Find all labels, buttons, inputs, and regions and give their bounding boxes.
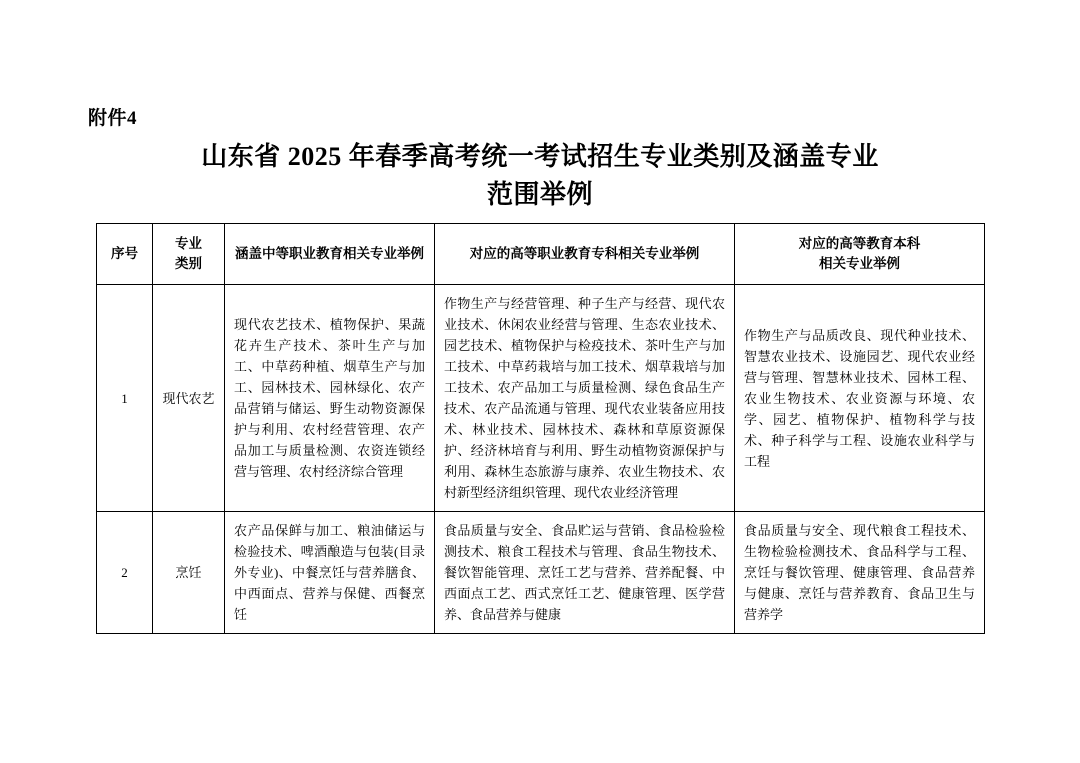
column-header-undergraduate-line-2: 相关专业举例 <box>819 256 900 271</box>
table-row <box>97 512 985 634</box>
row-seq: 2 <box>97 512 153 634</box>
column-header-seq: 序号 <box>97 224 153 285</box>
column-header-vocational: 对应的高等职业教育专科相关专业举例 <box>435 224 735 285</box>
row-vocational-majors: 作物生产与经营管理、种子生产与经营、现代农业技术、休闲农业经营与管理、生态农业技术、园艺技术、植物保护与检疫技术、茶叶生产与加工技术、中草药栽培与加工技术、烟草栽培与加工技术、农产品加工与质量检测、绿色食品生产技术、农产品流通与管理、现代农业装备应用技术、林业技术、园林技术、森林和草原资源保护、经济林培育与利用、野生动植物资源保护与利用、森林生态旅游与康养、农业生物技术、农村新型经济组织管理、现代农业经济管理 <box>435 285 735 512</box>
row-vocational-majors: 食品质量与安全、食品贮运与营销、食品检验检测技术、粮食工程技术与管理、食品生物技术、餐饮智能管理、烹饪工艺与营养、营养配餐、中西面点工艺、西式烹饪工艺、健康管理、医学营养、食品营养与健康 <box>435 512 735 634</box>
row-undergraduate-majors: 作物生产与品质改良、现代种业技术、智慧农业技术、设施园艺、现代农业经营与管理、智慧林业技术、园林工程、农业生物技术、农业资源与环境、农学、园艺、植物保护、植物科学与技术、种子科学与工程、设施农业科学与工程 <box>735 285 985 512</box>
column-header-category <box>153 224 225 285</box>
row-seq: 1 <box>97 285 153 512</box>
attachment-label: 附件4 <box>88 108 138 129</box>
column-header-secondary: 涵盖中等职业教育相关专业举例 <box>225 224 435 285</box>
majors-table <box>96 223 985 634</box>
table-row <box>97 285 985 512</box>
column-header-category-line-2: 类别 <box>175 256 202 271</box>
row-secondary-majors: 农产品保鲜与加工、粮油储运与检验技术、啤酒酿造与包装(目录外专业)、中餐烹饪与营养膳食、中西面点、营养与保健、西餐烹饪 <box>225 512 435 634</box>
column-header-undergraduate-line-1: 对应的高等教育本科 <box>798 236 921 251</box>
page-title-line-2: 范围举例 <box>486 180 593 209</box>
row-category: 现代农艺 <box>153 285 225 512</box>
row-category: 烹饪 <box>153 512 225 634</box>
column-header-category-line-1: 专业 <box>175 236 202 251</box>
page-title-line-1: 山东省 2025 年春季高考统一考试招生专业类别及涵盖专业 <box>201 142 879 171</box>
column-header-undergraduate <box>735 224 985 285</box>
row-undergraduate-majors: 食品质量与安全、现代粮食工程技术、生物检验检测技术、食品科学与工程、烹饪与餐饮管理、健康管理、食品营养与健康、烹饪与营养教育、食品卫生与营养学 <box>735 512 985 634</box>
table-header-row <box>97 224 985 285</box>
row-secondary-majors: 现代农艺技术、植物保护、果蔬花卉生产技术、茶叶生产与加工、中草药种植、烟草生产与加工、园林技术、园林绿化、农产品营销与储运、野生动物资源保护与利用、农村经营管理、农产品加工与质量检测、农资连锁经营与管理、农村经济综合管理 <box>225 285 435 512</box>
page-title <box>88 138 992 214</box>
